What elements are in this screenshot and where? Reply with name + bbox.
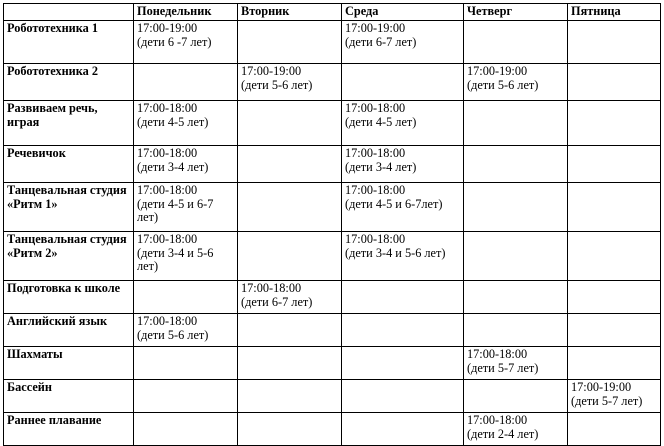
schedule-row: [4, 413, 661, 446]
slot-tuesday: [238, 413, 342, 446]
slot-wednesday: [342, 64, 464, 101]
slot-ages: (дети 5-6 лет): [467, 77, 539, 92]
slot-thursday: [464, 413, 568, 446]
slot-thursday: [464, 101, 568, 146]
slot-ages: (дети 4-5 лет): [345, 114, 417, 129]
slot-ages: (дети 3-4 лет): [345, 159, 417, 174]
slot-monday: [134, 413, 238, 446]
slot-friday: [568, 380, 661, 413]
slot-tuesday: [238, 183, 342, 232]
slot-monday: [134, 146, 238, 183]
slot-wednesday: [342, 146, 464, 183]
slot-thursday: [464, 281, 568, 314]
slot-ages: (дети 6 -7 лет): [137, 34, 212, 49]
subject-name: Танцевальная студия «Ритм 1»: [4, 183, 134, 232]
slot-ages: (дети 5-7 лет): [571, 393, 643, 408]
schedule-row: [4, 380, 661, 413]
schedule-container: [3, 3, 661, 446]
slot-monday: [134, 183, 238, 232]
slot-tuesday: [238, 380, 342, 413]
slot-time: 17:00-19:00: [571, 380, 632, 394]
subject-name: Шахматы: [4, 347, 134, 380]
slot-monday: [134, 64, 238, 101]
header-day-tuesday: Вторник: [238, 4, 342, 21]
slot-time: 17:00-18:00: [137, 183, 198, 197]
slot-wednesday: [342, 101, 464, 146]
slot-tuesday: [238, 64, 342, 101]
slot-tuesday: [238, 347, 342, 380]
slot-time: 17:00-19:00: [467, 64, 528, 78]
slot-tuesday: [238, 101, 342, 146]
slot-monday: [134, 314, 238, 347]
slot-tuesday: [238, 146, 342, 183]
subject-name: Робототехника 1: [4, 21, 134, 64]
schedule-row: [4, 183, 661, 232]
subject-name: Развиваем речь, играя: [4, 101, 134, 146]
slot-thursday: [464, 146, 568, 183]
slot-wednesday: [342, 413, 464, 446]
subject-name: Английский язык: [4, 314, 134, 347]
slot-wednesday: [342, 21, 464, 64]
slot-tuesday: [238, 314, 342, 347]
slot-ages: (дети 4-5 лет): [137, 114, 209, 129]
slot-time: 17:00-18:00: [137, 232, 198, 246]
slot-wednesday: [342, 183, 464, 232]
slot-tuesday: [238, 232, 342, 281]
header-day-monday: Понедельник: [134, 4, 238, 21]
slot-ages: (дети 3-4 и 5-6 лет): [345, 245, 446, 260]
slot-thursday: [464, 21, 568, 64]
header-row: [4, 4, 661, 21]
schedule-row: [4, 347, 661, 380]
slot-tuesday: [238, 21, 342, 64]
schedule-header: [4, 4, 661, 21]
slot-monday: [134, 232, 238, 281]
slot-thursday: [464, 314, 568, 347]
schedule-body: [4, 21, 661, 446]
slot-ages: (дети 4-5 и 6-7 лет): [137, 196, 214, 224]
slot-time: 17:00-18:00: [467, 413, 528, 427]
slot-wednesday: [342, 281, 464, 314]
slot-time: 17:00-18:00: [467, 347, 528, 361]
slot-friday: [568, 314, 661, 347]
slot-friday: [568, 101, 661, 146]
slot-wednesday: [342, 232, 464, 281]
schedule-row: [4, 146, 661, 183]
slot-ages: (дети 5-6 лет): [137, 327, 209, 342]
slot-thursday: [464, 380, 568, 413]
slot-monday: [134, 101, 238, 146]
slot-thursday: [464, 64, 568, 101]
slot-time: 17:00-18:00: [345, 232, 406, 246]
subject-name: Танцевальная студия «Ритм 2»: [4, 232, 134, 281]
slot-monday: [134, 347, 238, 380]
slot-friday: [568, 146, 661, 183]
slot-time: 17:00-19:00: [345, 21, 406, 35]
slot-ages: (дети 5-6 лет): [241, 77, 313, 92]
slot-time: 17:00-18:00: [345, 101, 406, 115]
slot-time: 17:00-18:00: [137, 314, 198, 328]
slot-monday: [134, 380, 238, 413]
slot-thursday: [464, 347, 568, 380]
schedule-row: [4, 21, 661, 64]
slot-time: 17:00-18:00: [137, 101, 198, 115]
slot-friday: [568, 413, 661, 446]
slot-time: 17:00-18:00: [241, 281, 302, 295]
schedule-row: [4, 281, 661, 314]
header-day-thursday: Четверг: [464, 4, 568, 21]
slot-tuesday: [238, 281, 342, 314]
slot-time: 17:00-18:00: [345, 183, 406, 197]
slot-thursday: [464, 232, 568, 281]
slot-time: 17:00-19:00: [137, 21, 198, 35]
slot-monday: [134, 281, 238, 314]
slot-time: 17:00-18:00: [345, 146, 406, 160]
slot-friday: [568, 183, 661, 232]
header-day-wednesday: Среда: [342, 4, 464, 21]
slot-time: 17:00-19:00: [241, 64, 302, 78]
slot-thursday: [464, 183, 568, 232]
slot-ages: (дети 6-7 лет): [345, 34, 417, 49]
schedule-row: [4, 232, 661, 281]
slot-friday: [568, 347, 661, 380]
slot-friday: [568, 64, 661, 101]
slot-ages: (дети 4-5 и 6-7лет): [345, 196, 443, 211]
schedule-row: [4, 314, 661, 347]
slot-ages: (дети 6-7 лет): [241, 294, 313, 309]
slot-friday: [568, 232, 661, 281]
slot-friday: [568, 21, 661, 64]
slot-ages: (дети 3-4 лет): [137, 159, 209, 174]
slot-ages: (дети 3-4 и 5-6 лет): [137, 245, 214, 273]
slot-wednesday: [342, 314, 464, 347]
slot-wednesday: [342, 347, 464, 380]
schedule-table: [3, 3, 661, 446]
subject-name: Бассейн: [4, 380, 134, 413]
slot-ages: (дети 2-4 лет): [467, 426, 539, 441]
subject-name: Робототехника 2: [4, 64, 134, 101]
slot-ages: (дети 5-7 лет): [467, 360, 539, 375]
slot-time: 17:00-18:00: [137, 146, 198, 160]
header-day-friday: Пятница: [568, 4, 661, 21]
slot-wednesday: [342, 380, 464, 413]
subject-name: Раннее плавание: [4, 413, 134, 446]
slot-monday: [134, 21, 238, 64]
schedule-row: [4, 64, 661, 101]
header-subject: [4, 4, 134, 21]
schedule-row: [4, 101, 661, 146]
slot-friday: [568, 281, 661, 314]
subject-name: Подготовка к школе: [4, 281, 134, 314]
subject-name: Речевичок: [4, 146, 134, 183]
